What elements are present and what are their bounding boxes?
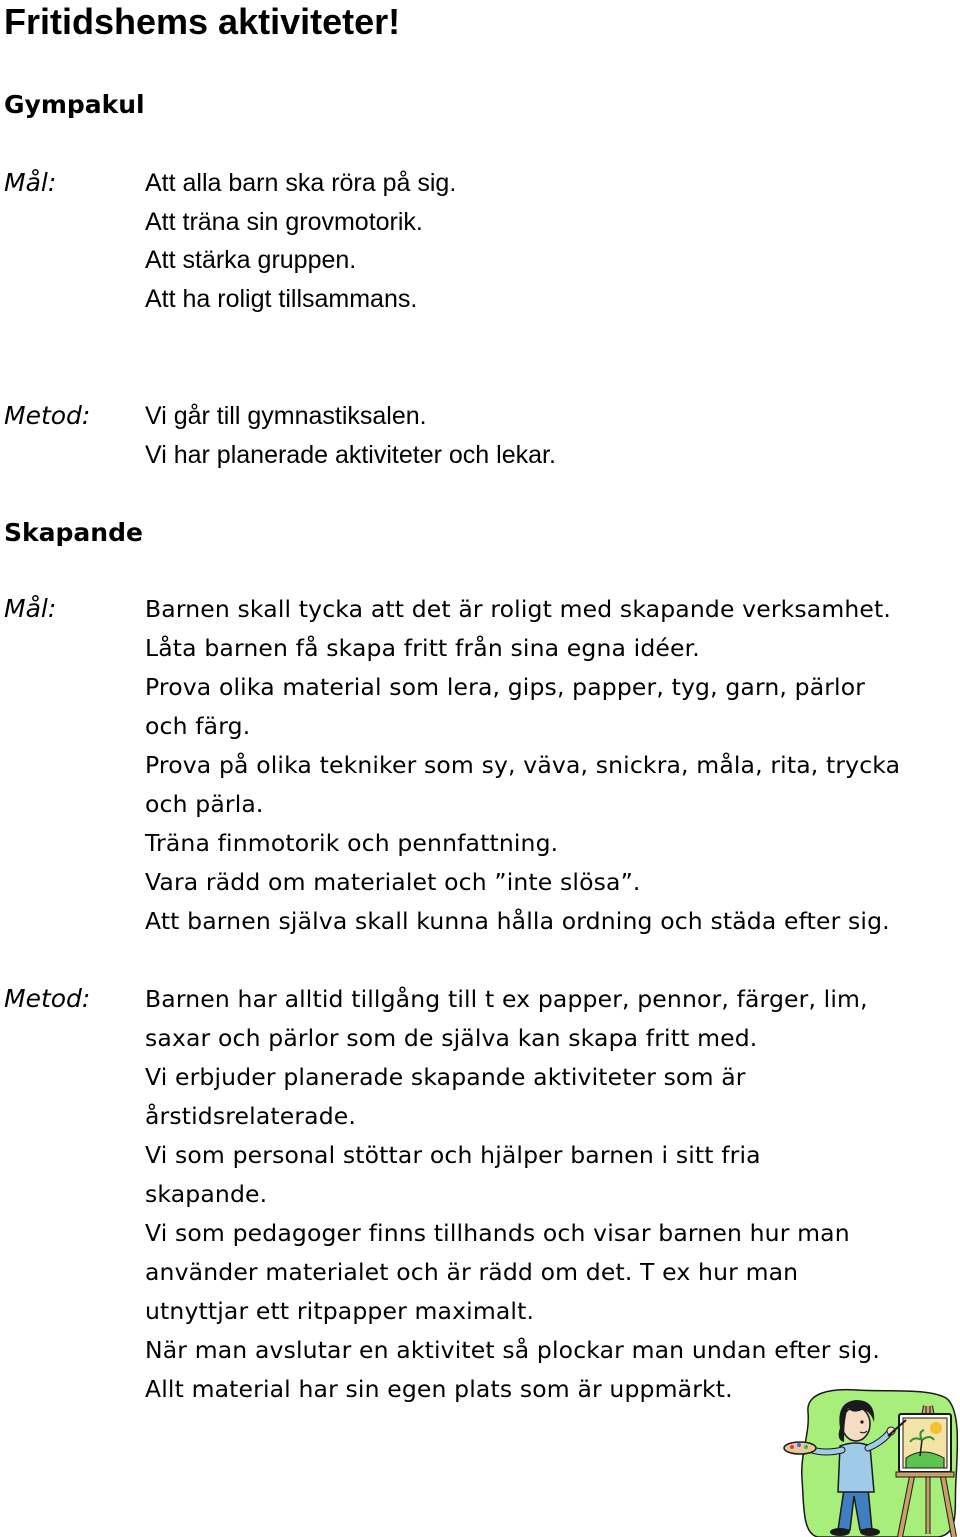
metod-label-gympakul: Metod:: [4, 401, 91, 430]
page-title: Fritidshems aktiviteter!: [4, 1, 401, 42]
mal-list-skapande: [145, 590, 900, 941]
list-item: och färg.: [145, 712, 251, 740]
list-item: Vi som pedagoger finns tillhands och visar barnen hur man: [145, 1219, 850, 1247]
mal-label-skapande: Mål:: [4, 594, 57, 623]
metod-list-gympakul: [145, 397, 556, 474]
list-item: Vara rädd om materialet och ”inte slösa”.: [145, 868, 641, 896]
list-item: skapande.: [145, 1180, 268, 1208]
list-item: Att träna sin grovmotorik.: [145, 207, 423, 236]
list-item: Prova på olika tekniker som sy, väva, snickra, måla, rita, trycka: [145, 751, 901, 779]
list-item: använder materialet och är rädd om det. T ex hur man: [145, 1258, 799, 1286]
mal-list-gympakul: [145, 164, 456, 319]
list-item: Barnen skall tycka att det är roligt med skapande verksamhet.: [145, 595, 892, 623]
list-item: Att stärka gruppen.: [145, 246, 357, 275]
metod-label-skapande: Metod:: [4, 984, 91, 1013]
list-item: Allt material har sin egen plats som är uppmärkt.: [145, 1375, 733, 1403]
list-item: Barnen har alltid tillgång till t ex papper, pennor, färger, lim,: [145, 985, 868, 1013]
list-item: Träna finmotorik och pennfattning.: [145, 829, 559, 857]
section-heading-skapande: Skapande: [4, 518, 143, 547]
painting-canvas: [896, 1414, 954, 1477]
list-item: årstidsrelaterade.: [145, 1102, 357, 1130]
list-item: och pärla.: [145, 790, 264, 818]
mal-label-gympakul: Mål:: [4, 168, 57, 197]
list-item: Att barnen själva skall kunna hålla ordning och städa efter sig.: [145, 907, 890, 935]
section-heading-gympakul: Gympakul: [4, 90, 145, 119]
list-item: Vi går till gymnastiksalen.: [145, 402, 427, 430]
list-item: Vi har planerade aktiviteter och lekar.: [145, 440, 556, 469]
list-item: saxar och pärlor som de själva kan skapa fritt med.: [145, 1024, 758, 1052]
list-item: Låta barnen få skapa fritt från sina egna idéer.: [145, 634, 700, 662]
list-item: Prova olika material som lera, gips, papper, tyg, garn, pärlor: [145, 673, 866, 701]
list-item: Att alla barn ska röra på sig.: [145, 169, 457, 197]
list-item: Att ha roligt tillsammans.: [145, 285, 418, 314]
list-item: utnyttjar ett ritpapper maximalt.: [145, 1297, 535, 1325]
metod-list-skapande: [145, 980, 880, 1409]
list-item: När man avslutar en aktivitet så plockar man undan efter sig.: [145, 1336, 880, 1364]
girl-painting-at-easel-icon: [778, 1384, 960, 1537]
list-item: Vi erbjuder planerade skapande aktiviteter som är: [145, 1063, 746, 1091]
list-item: Vi som personal stöttar och hjälper barnen i sitt fria: [145, 1141, 761, 1169]
